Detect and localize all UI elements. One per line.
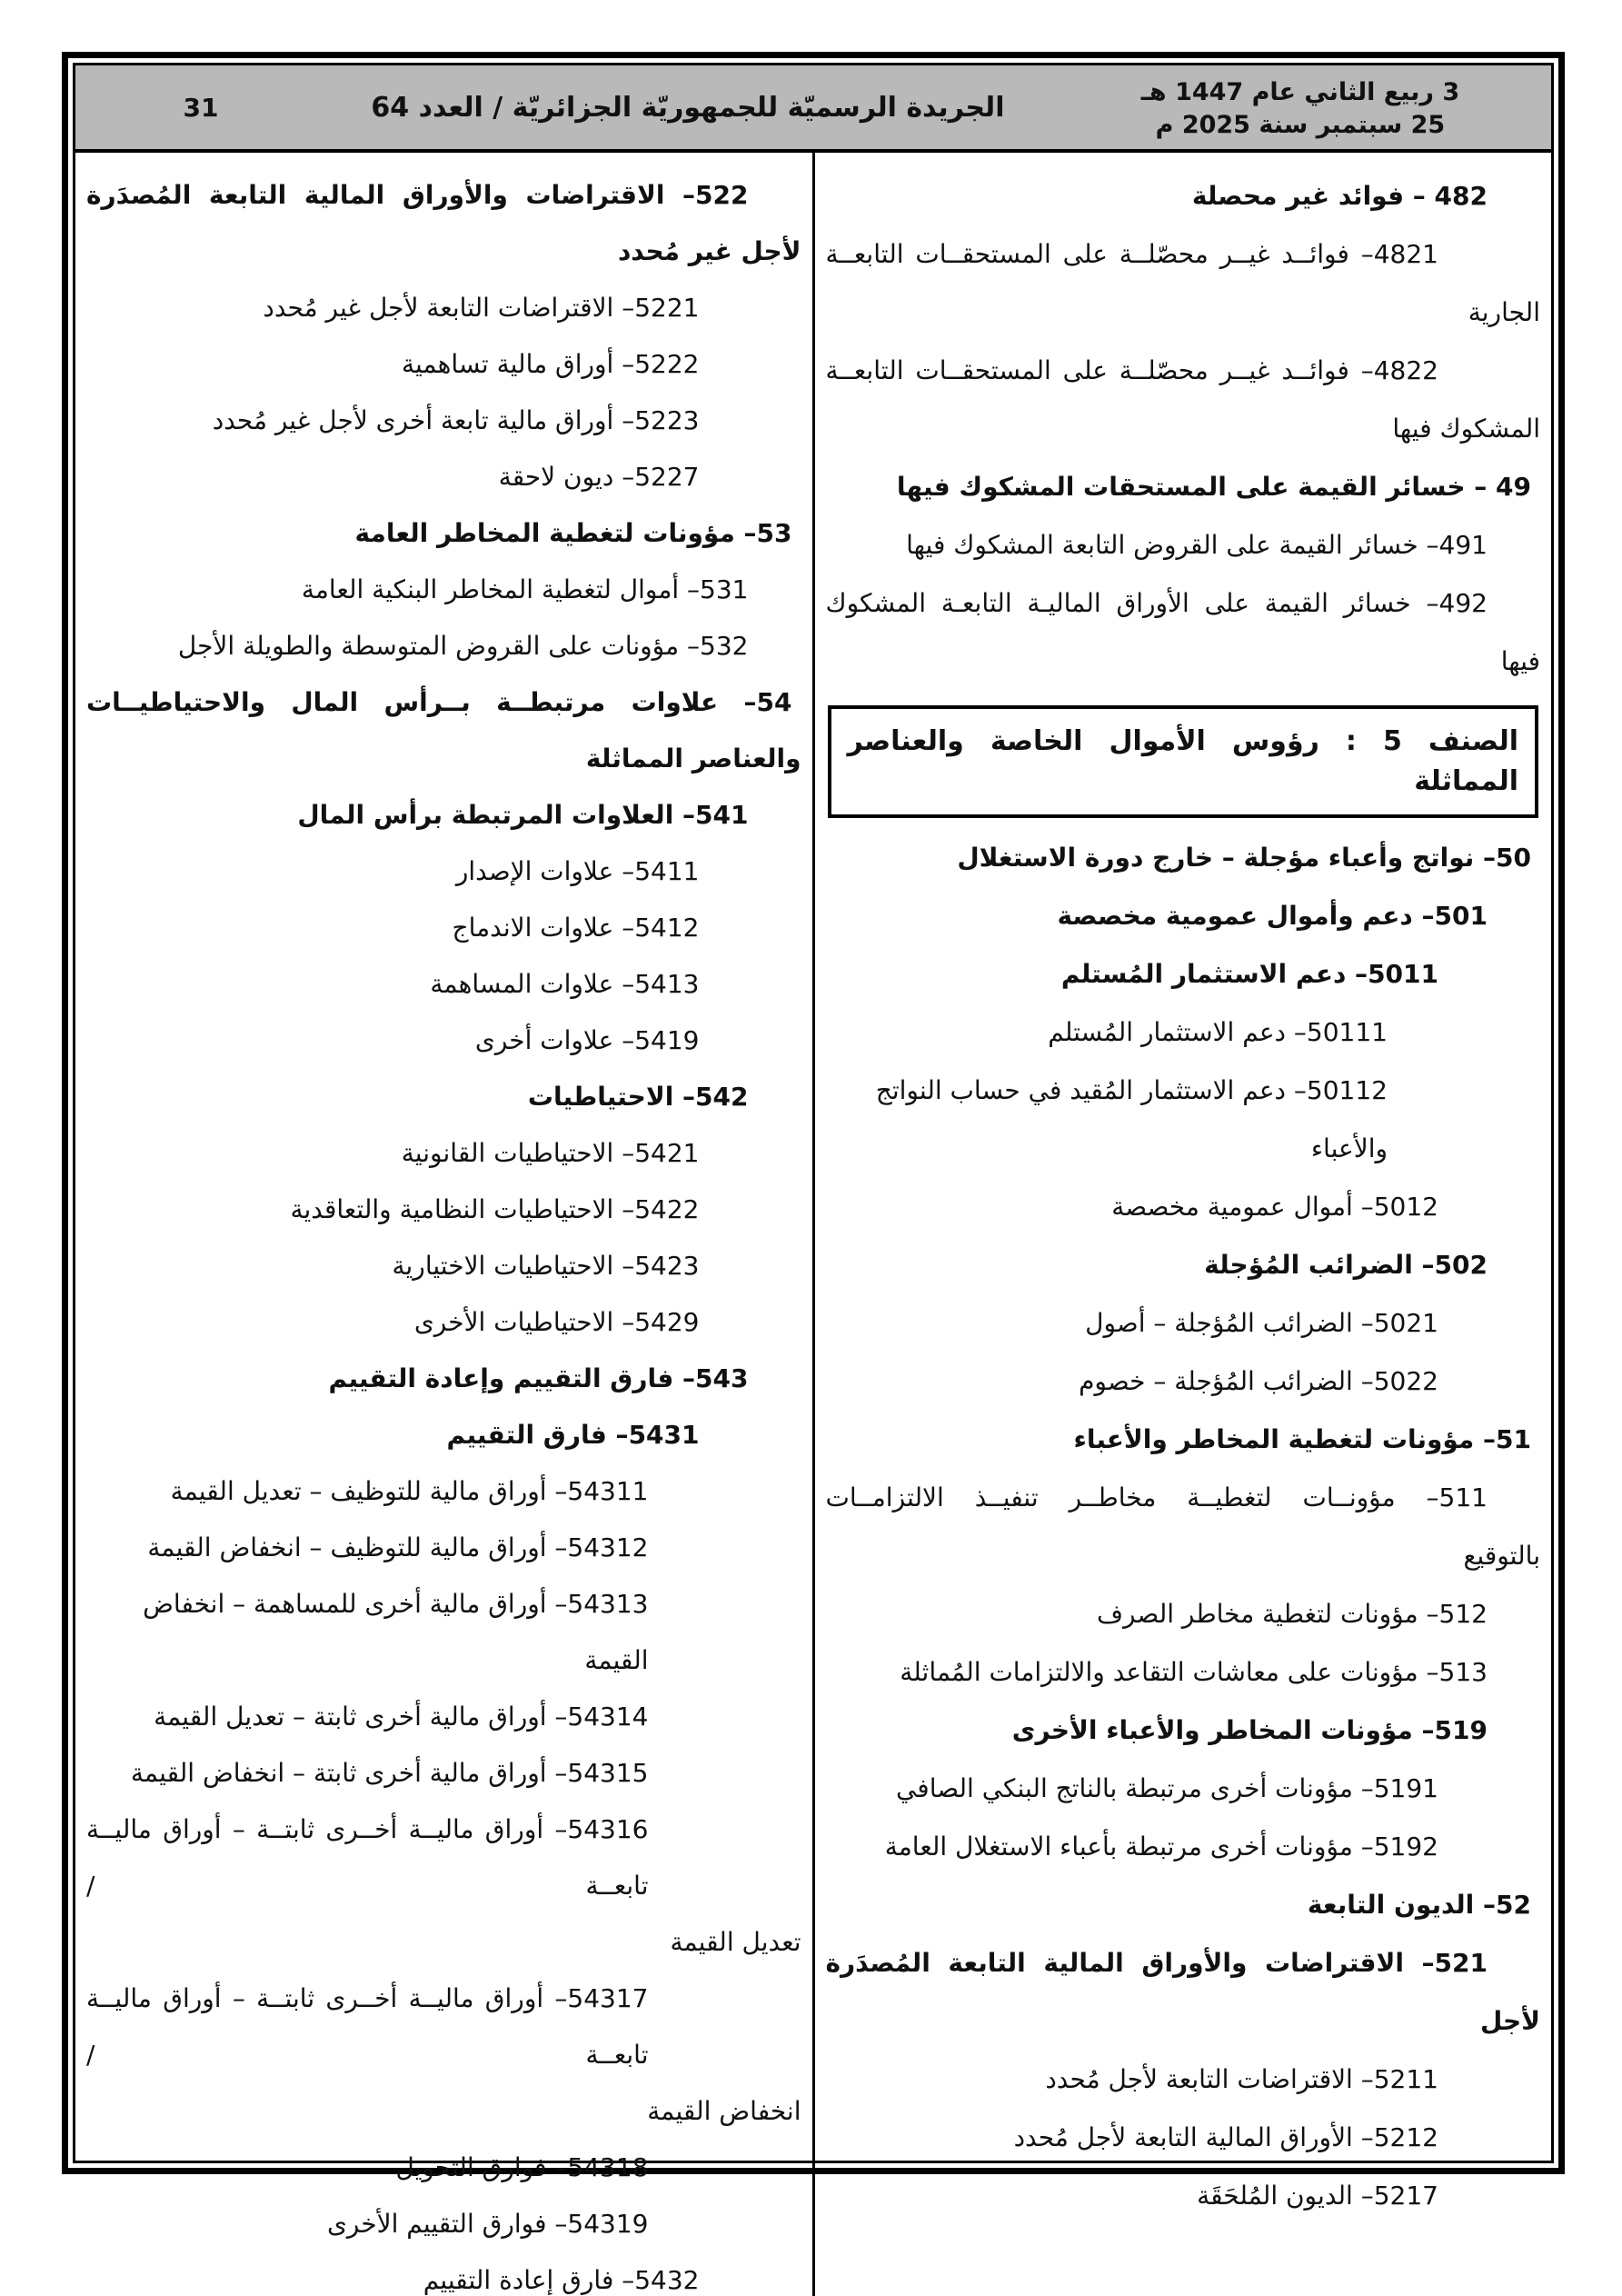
header-band	[75, 65, 1551, 153]
account-entry-line: 5222– أوراق مالية تساهمية	[401, 349, 700, 379]
account-entry-5222	[86, 336, 801, 393]
account-entry-line: 54315– أوراق مالية أخرى ثابتة – انخفاض القيمة	[130, 1758, 649, 1788]
account-entry-line: 521– الاقتراضات والأوراق المالية التابعة المُصدَرة	[825, 1948, 1488, 1978]
account-entry-4822	[826, 342, 1541, 458]
account-entry-501	[826, 887, 1541, 945]
account-entry-5412	[86, 900, 801, 956]
account-entry-5022	[826, 1353, 1541, 1411]
account-entry-5011	[826, 945, 1541, 1003]
account-entry-line: انخفاض القيمة	[647, 2096, 801, 2126]
account-entry-49	[826, 458, 1541, 516]
account-entry-54314	[86, 1689, 801, 1745]
account-entry-51	[826, 1411, 1541, 1469]
class-heading-box	[828, 705, 1539, 818]
page-number: 31	[183, 92, 219, 123]
column-left	[86, 167, 801, 2296]
account-entry-482	[826, 167, 1541, 225]
account-entry-line: 54312– أوراق مالية للتوظيف – انخفاض القيمة	[147, 1532, 649, 1562]
account-entry-492	[826, 574, 1541, 691]
account-entry-521	[826, 1934, 1541, 2051]
account-entry-line: 54316– أوراق ماليــة أخــرى ثابتــة – أوراق ماليــة تابعــة /	[86, 1814, 649, 1901]
account-entry-5223	[86, 393, 801, 449]
account-entry-line: 50– نواتج وأعباء مؤجلة – خارج دورة الاستغلال	[957, 843, 1531, 873]
account-entry-line: 5412– علاوات الاندماج	[452, 913, 700, 943]
account-entry-line: 542– الاحتياطيات	[527, 1082, 749, 1112]
account-entry-line: 54313– أوراق مالية أخرى للمساهمة – انخفاض القيمة	[143, 1589, 649, 1675]
account-entry-491	[826, 516, 1541, 574]
account-entry-line: 53– مؤونات لتغطية المخاطر العامة	[354, 518, 792, 548]
account-entry-line: 532– مؤونات على القروض المتوسطة والطويلة الأجل	[177, 631, 749, 661]
hijri-date: 3 ربيع الثاني عام 1447 هـ	[1140, 78, 1460, 106]
account-entry-543	[86, 1351, 801, 1407]
account-entry-line: 51– مؤونات لتغطية المخاطر والأعباء	[1073, 1424, 1531, 1454]
account-entry-line: 492– خسائر القيمة على الأوراق الماليـة التابعـة المشكوك	[825, 588, 1488, 618]
account-entry-522	[86, 167, 801, 280]
account-entry-line: 54318– فوارق التحويل	[395, 2152, 649, 2182]
account-entry-512	[826, 1585, 1541, 1643]
account-entry-line: 5217– الديون المُلحَقَة	[1197, 2181, 1438, 2211]
account-entry-line: 501– دعم وأموال عمومية مخصصة	[1057, 901, 1488, 931]
account-entry-line: 5429– الاحتياطيات الأخرى	[413, 1307, 700, 1337]
account-entry-5021	[826, 1294, 1541, 1353]
account-entry-line: 511– مؤونــات لتغطيــة مخاطــر تنفيــذ الالتزامــات	[825, 1482, 1488, 1512]
account-entry-line: 5212– الأوراق المالية التابعة لأجل مُحدد	[1013, 2122, 1438, 2152]
account-entry-519	[826, 1702, 1541, 1760]
account-entry-line: 5431– فارق التقييم	[446, 1420, 700, 1450]
account-entry-5422	[86, 1182, 801, 1238]
account-entry-54318	[86, 2140, 801, 2196]
account-entry-line: 5411– علاوات الإصدار	[455, 856, 700, 886]
account-entry-line: 5012– أموال عمومية مخصصة	[1111, 1192, 1438, 1222]
account-entry-5227	[86, 449, 801, 505]
page-body	[75, 153, 1551, 2296]
account-entry-513	[826, 1643, 1541, 1702]
account-entry-line: الجارية	[1468, 297, 1540, 327]
account-entry-line: 5223– أوراق مالية تابعة أخرى لأجل غير مُحدد	[212, 405, 700, 435]
account-entry-5419	[86, 1013, 801, 1069]
account-entry-line: 52– الديون التابعة	[1307, 1890, 1531, 1920]
account-entry-line: 54317– أوراق ماليــة أخــرى ثابتــة – أوراق ماليــة تابعــة /	[86, 1983, 649, 2070]
account-entry-5411	[86, 844, 801, 900]
account-entry-5432	[86, 2252, 801, 2296]
account-entry-5429	[86, 1294, 801, 1351]
account-entry-line: 5211– الاقتراضات التابعة لأجل مُحدد	[1045, 2064, 1438, 2094]
account-entry-line: 5413– علاوات المساهمة	[430, 969, 700, 999]
account-entry-4821	[826, 225, 1541, 342]
account-entry-542	[86, 1069, 801, 1125]
account-entry-line: 54– علاوات مرتبطــة بــرأس المال والاحتياطيــات	[86, 687, 792, 717]
account-entry-52	[826, 1876, 1541, 1934]
account-entry-line: فيها	[1500, 646, 1540, 676]
account-entry-line: 513– مؤونات على معاشات التقاعد والالتزامات المُماثلة	[900, 1657, 1488, 1687]
account-entry-5423	[86, 1238, 801, 1294]
account-entry-54316	[86, 1802, 801, 1971]
account-entry-54315	[86, 1745, 801, 1802]
account-entry-531	[86, 562, 801, 618]
account-entry-53	[86, 505, 801, 562]
account-entry-50111	[826, 1003, 1541, 1062]
account-entry-54317	[86, 1971, 801, 2140]
account-entry-502	[826, 1236, 1541, 1294]
account-entry-line: لأجل غير مُحدد	[617, 236, 801, 266]
column-right	[826, 167, 1541, 2296]
account-entry-5421	[86, 1125, 801, 1182]
account-entry-line: 5021– الضرائب المُؤجلة – أصول	[1085, 1308, 1438, 1338]
account-entry-line: 5227– ديون لاحقة	[498, 462, 700, 492]
account-entry-50112	[826, 1062, 1541, 1178]
account-entry-5191	[826, 1760, 1541, 1818]
account-entry-line: 54319– فوارق التقييم الأخرى	[326, 2209, 649, 2239]
account-entry-line: 531– أموال لتغطية المخاطر البنكية العامة	[301, 574, 749, 604]
account-entry-5217	[826, 2167, 1541, 2225]
account-entry-54	[86, 674, 801, 787]
account-entry-line: 50111– دعم الاستثمار المُستلم	[1048, 1017, 1388, 1047]
account-entry-line: 5422– الاحتياطيات النظامية والتعاقدية	[290, 1194, 700, 1224]
account-entry-541	[86, 787, 801, 844]
account-entry-line: 482 – فوائد غير محصلة	[1191, 181, 1488, 211]
account-entry-line: 512– مؤونات لتغطية مخاطر الصرف	[1096, 1599, 1488, 1629]
page-frame-outer	[62, 52, 1565, 2295]
account-entry-511	[826, 1469, 1541, 1585]
account-entry-line: المشكوك فيها	[1392, 414, 1540, 444]
account-entry-line: 5011– دعم الاستثمار المُستلم	[1060, 959, 1438, 989]
account-entry-line: 4821– فوائــد غيــر محصّلــة على المستحقــات التابعــة	[825, 239, 1438, 269]
gregorian-date: 25 سبتمبر سنة 2025 م	[1155, 111, 1446, 139]
account-entry-5192	[826, 1818, 1541, 1876]
account-entry-line: 5192– مؤونات أخرى مرتبطة بأعباء الاستغلال العامة	[884, 1832, 1438, 1862]
account-entry-line: 5423– الاحتياطيات الاختيارية	[392, 1251, 700, 1281]
account-entry-5413	[86, 956, 801, 1013]
account-entry-line: 5191– مؤونات أخرى مرتبطة بالناتج البنكي الصافي	[895, 1773, 1438, 1803]
account-entry-line: 5432– فارق إعادة التقييم	[423, 2265, 700, 2295]
account-entry-50	[826, 829, 1541, 887]
account-entry-line: 519– مؤونات المخاطر والأعباء الأخرى	[1011, 1715, 1488, 1745]
account-entry-line: 5022– الضرائب المُؤجلة – خصوم	[1079, 1366, 1438, 1396]
account-entry-line: 5421– الاحتياطيات القانونية	[401, 1138, 700, 1168]
column-divider	[812, 153, 815, 2296]
account-entry-line: بالتوقيع	[1463, 1541, 1540, 1571]
account-entry-line: 543– فارق التقييم وإعادة التقييم	[328, 1363, 749, 1393]
account-entry-5012	[826, 1178, 1541, 1236]
account-entry-line: 522– الاقتراضات والأوراق المالية التابعة المُصدَرة	[86, 180, 749, 210]
account-entry-532	[86, 618, 801, 674]
account-entry-5431	[86, 1407, 801, 1463]
account-entry-5211	[826, 2051, 1541, 2109]
account-entry-line: 54314– أوراق مالية أخرى ثابتة – تعديل القيمة	[154, 1702, 649, 1732]
account-entry-54313	[86, 1576, 801, 1689]
account-entry-5212	[826, 2109, 1541, 2167]
account-entry-line: لأجل	[1479, 2006, 1540, 2036]
account-entry-line: 491– خسائر القيمة على القروض التابعة المشكوك فيها	[906, 530, 1488, 560]
page-frame-inner	[73, 63, 1554, 2295]
account-entry-line: 5419– علاوات أخرى	[474, 1025, 700, 1055]
account-entry-line: 5221– الاقتراضات التابعة لأجل غير مُحدد	[263, 293, 700, 323]
header-dates	[1050, 73, 1551, 142]
class-heading-label: الصنف 5 : رؤوس الأموال الخاصة والعناصر المماثلة	[847, 725, 1519, 797]
account-entry-line: 4822– فوائــد غيــر محصّلــة على المستحقــات التابعــة	[825, 355, 1438, 385]
account-entry-line: 50112– دعم الاستثمار المُقيد في حساب النواتج والأعباء	[875, 1075, 1388, 1163]
account-entry-line: والعناصر المماثلة	[585, 744, 801, 774]
account-entry-54312	[86, 1520, 801, 1576]
account-entry-54319	[86, 2196, 801, 2252]
account-entry-line: 49 – خسائر القيمة على المستحقات المشكوك فيها	[896, 472, 1531, 502]
account-entry-5221	[86, 280, 801, 336]
account-entry-line: تعديل القيمة	[670, 1927, 801, 1957]
account-entry-line: 502– الضرائب المُؤجلة	[1204, 1250, 1488, 1280]
journal-title: الجريدة الرسميّة للجمهوريّة الجزائريّة / العدد 64	[371, 91, 1005, 124]
account-entry-line: 541– العلاوات المرتبطة برأس المال	[297, 800, 749, 830]
account-entry-line: 54311– أوراق مالية للتوظيف – تعديل القيمة	[170, 1476, 649, 1506]
account-entry-54311	[86, 1463, 801, 1520]
